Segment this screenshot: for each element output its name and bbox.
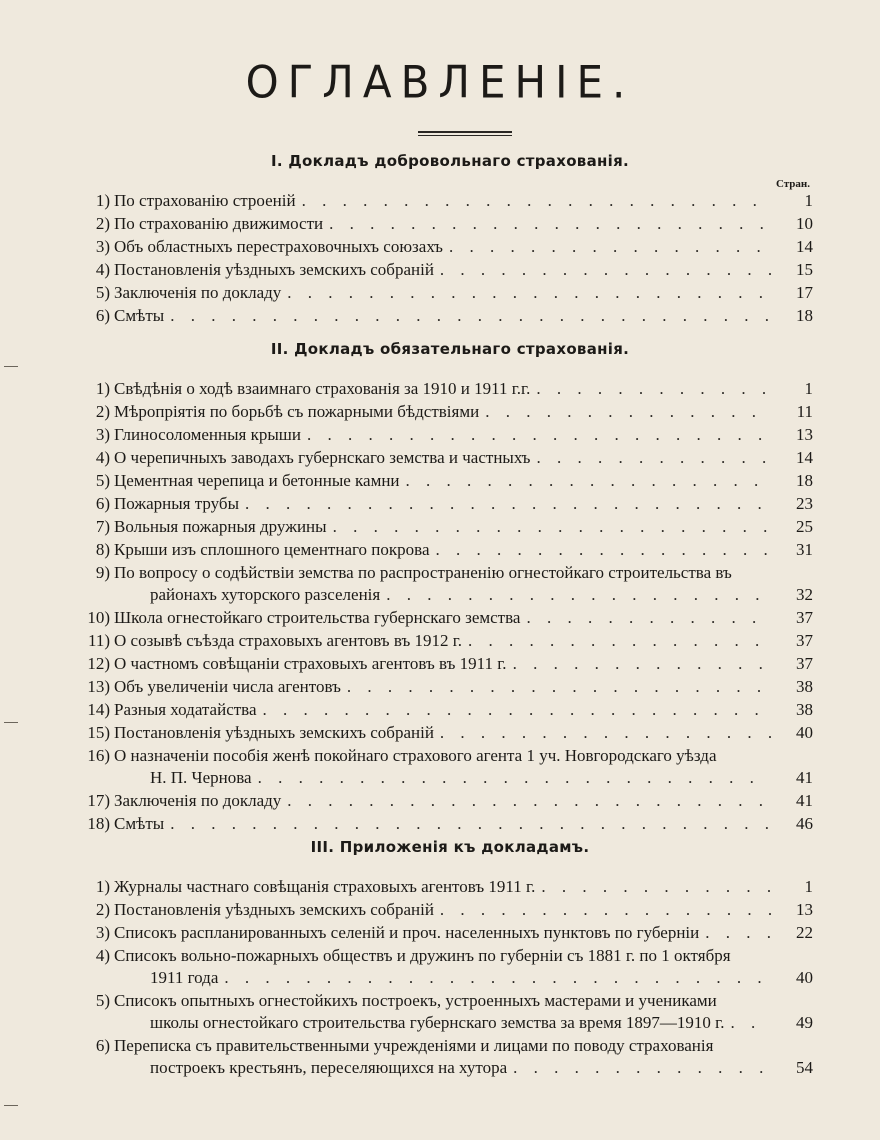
entry-page-number: 37 xyxy=(796,631,813,650)
toc-entry xyxy=(80,304,813,326)
entry-title: Объ областныхъ перестраховочныхъ союзахъ xyxy=(114,237,443,256)
entry-number: 5) xyxy=(95,283,110,302)
entry-page-number: 37 xyxy=(796,654,813,673)
toc-entry xyxy=(80,423,813,445)
entry-page-number: 1 xyxy=(804,191,813,210)
toc-entry xyxy=(80,469,813,491)
toc-entry xyxy=(80,675,813,697)
entry-page-number: 18 xyxy=(796,306,813,325)
entry-title: Смѣты xyxy=(114,814,165,833)
toc-entry xyxy=(80,281,813,303)
entry-title: О назначеніи пособія женѣ покойнаго страхового агента 1 уч. Новгородскаго уѣзда xyxy=(114,746,717,765)
entry-page-number: 54 xyxy=(796,1058,813,1077)
toc-entry xyxy=(80,921,813,943)
entry-title: Крыши изъ сплошного цементнаго покрова xyxy=(114,540,430,559)
dot-leader xyxy=(485,400,771,423)
entry-title: Заключенія по докладу xyxy=(114,283,282,302)
dot-leader xyxy=(307,423,771,446)
toc-entry xyxy=(80,698,813,720)
entry-page-number: 41 xyxy=(796,768,813,787)
dot-leader xyxy=(329,212,771,235)
entry-number: 13) xyxy=(87,677,110,696)
entry-title: О черепичныхъ заводахъ губернскаго земства и частныхъ xyxy=(114,448,531,467)
dot-leader xyxy=(536,446,771,469)
entry-page-number: 11 xyxy=(796,402,813,421)
margin-mark xyxy=(4,722,18,723)
entry-title: построекъ крестьянъ, переселяющихся на хутора xyxy=(150,1058,508,1077)
title-rule xyxy=(418,131,512,133)
entry-title: Цементная черепица и бетонные камни xyxy=(114,471,400,490)
entry-title: По страхованію движимости xyxy=(114,214,324,233)
entry-page-number: 1 xyxy=(804,877,813,896)
entry-page-number: 15 xyxy=(796,260,813,279)
entry-number: 15) xyxy=(87,723,110,742)
entry-title: Н. П. Чернова xyxy=(150,768,252,787)
entry-title: О созывѣ съѣзда страховыхъ агентовъ въ 1912 г. xyxy=(114,631,463,650)
entry-title: Объ увеличеніи числа агентовъ xyxy=(114,677,341,696)
entry-page-number: 1 xyxy=(804,379,813,398)
dot-leader xyxy=(386,583,771,606)
entry-page-number: 40 xyxy=(796,723,813,742)
dot-leader xyxy=(287,789,771,812)
entry-number: 7) xyxy=(95,517,110,536)
dot-leader xyxy=(436,538,772,561)
dot-leader xyxy=(347,675,771,698)
entry-title: 1911 года xyxy=(150,968,219,987)
dot-leader xyxy=(705,921,771,944)
toc-entry xyxy=(80,812,813,834)
entry-page-number: 13 xyxy=(796,425,813,444)
entry-page-number: 10 xyxy=(796,214,813,233)
toc-entry xyxy=(80,492,813,514)
dot-leader xyxy=(406,469,771,492)
entry-number: 4) xyxy=(95,448,110,467)
entry-title: районахъ хуторского разселенія xyxy=(150,585,381,604)
entry-title: Пожарныя трубы xyxy=(114,494,239,513)
entry-page-number: 32 xyxy=(796,585,813,604)
toc-entry xyxy=(80,989,813,1033)
entry-number: 9) xyxy=(95,563,110,582)
toc-entry xyxy=(80,721,813,743)
toc-entry xyxy=(80,400,813,422)
entry-page-number: 40 xyxy=(796,968,813,987)
entry-number: 6) xyxy=(95,1036,110,1055)
dot-leader xyxy=(730,1011,771,1034)
entry-title: Списокъ опытныхъ огнестойкихъ построекъ, устроенныхъ мастерами и учениками xyxy=(114,991,717,1010)
entry-page-number: 14 xyxy=(796,237,813,256)
entry-title: Свѣдѣнія о ходѣ взаимнаго страхованія за 1910 и 1911 г.г. xyxy=(114,379,531,398)
entry-number: 2) xyxy=(95,214,110,233)
entry-number: 10) xyxy=(87,608,110,627)
toc-entry xyxy=(80,789,813,811)
entry-title: Заключенія по докладу xyxy=(114,791,282,810)
entry-number: 1) xyxy=(95,877,110,896)
dot-leader xyxy=(541,875,771,898)
dot-leader xyxy=(245,492,771,515)
toc-entry xyxy=(80,898,813,920)
dot-leader xyxy=(287,281,771,304)
entry-page-number: 38 xyxy=(796,700,813,719)
dot-leader xyxy=(440,721,771,744)
entry-title: Смѣты xyxy=(114,306,165,325)
dot-leader xyxy=(302,189,771,212)
toc-entry xyxy=(80,1034,813,1078)
dot-leader xyxy=(449,235,771,258)
entry-title: Постановленія уѣздныхъ земскихъ собраній xyxy=(114,723,434,742)
entry-number: 18) xyxy=(87,814,110,833)
entry-title: О частномъ совѣщаніи страховыхъ агентовъ въ 1911 г. xyxy=(114,654,507,673)
section-heading: III. Приложенія къ докладамъ. xyxy=(310,838,590,856)
dot-leader xyxy=(170,812,771,835)
entry-page-number: 25 xyxy=(796,517,813,536)
entry-title: Списокъ распланированныхъ селеній и проч. населенныхъ пунктовъ по губерніи xyxy=(114,923,700,942)
toc-entry xyxy=(80,538,813,560)
toc-entry xyxy=(80,629,813,651)
pages-column-label: Стран. xyxy=(775,178,810,190)
toc-entry xyxy=(80,515,813,537)
dot-leader xyxy=(440,258,771,281)
entry-title: Школа огнестойкаго строительства губернскаго земства xyxy=(114,608,521,627)
entry-number: 5) xyxy=(95,471,110,490)
dot-leader xyxy=(333,515,771,538)
section-heading: II. Докладъ обязательнаго страхованія. xyxy=(270,340,630,358)
entry-page-number: 22 xyxy=(796,923,813,942)
toc-entry xyxy=(80,561,813,605)
toc-entry xyxy=(80,875,813,897)
dot-leader xyxy=(526,606,771,629)
toc-entry xyxy=(80,744,813,788)
dot-leader xyxy=(170,304,771,327)
entry-number: 3) xyxy=(95,425,110,444)
entry-title: Разныя ходатайства xyxy=(114,700,257,719)
entry-title: По страхованію строеній xyxy=(114,191,296,210)
entry-title: По вопросу о содѣйствіи земства по распространенію огнестойкаго строительства въ xyxy=(114,563,732,582)
entry-number: 6) xyxy=(95,494,110,513)
section-heading: I. Докладъ добровольнаго страхованія. xyxy=(270,152,630,170)
entry-title: Журналы частнаго совѣщанія страховыхъ агентовъ 1911 г. xyxy=(114,877,536,896)
entry-title: Постановленія уѣздныхъ земскихъ собраній xyxy=(114,260,434,279)
entry-number: 14) xyxy=(87,700,110,719)
toc-entry xyxy=(80,258,813,280)
entry-title: Вольныя пожарныя дружины xyxy=(114,517,327,536)
title-rule-thin xyxy=(418,135,512,136)
entry-number: 2) xyxy=(95,402,110,421)
entry-number: 5) xyxy=(95,991,110,1010)
entry-page-number: 18 xyxy=(796,471,813,490)
entry-page-number: 41 xyxy=(796,791,813,810)
margin-mark xyxy=(4,1105,18,1106)
dot-leader xyxy=(513,652,771,675)
entry-number: 1) xyxy=(95,191,110,210)
dot-leader xyxy=(258,766,771,789)
entry-title: Списокъ вольно-пожарныхъ обществъ и дружинъ по губерніи съ 1881 г. по 1 октября xyxy=(114,946,731,965)
entry-number: 17) xyxy=(87,791,110,810)
toc-entry xyxy=(80,189,813,211)
entry-page-number: 49 xyxy=(796,1013,813,1032)
entry-title: Переписка съ правительственными учрежденіями и лицами по поводу страхованія xyxy=(114,1036,714,1055)
entry-page-number: 38 xyxy=(796,677,813,696)
entry-number: 1) xyxy=(95,379,110,398)
entry-title: школы огнестойкаго строительства губернскаго земства за время 1897—1910 г. xyxy=(150,1013,725,1032)
dot-leader xyxy=(440,898,771,921)
entry-number: 3) xyxy=(95,237,110,256)
entry-page-number: 23 xyxy=(796,494,813,513)
entry-page-number: 31 xyxy=(796,540,813,559)
entry-number: 16) xyxy=(87,746,110,765)
dot-leader xyxy=(513,1056,771,1079)
toc-entry xyxy=(80,377,813,399)
entry-number: 12) xyxy=(87,654,110,673)
toc-entry xyxy=(80,944,813,988)
toc-entry xyxy=(80,212,813,234)
entry-number: 6) xyxy=(95,306,110,325)
entry-title: Мѣропріятія по борьбѣ съ пожарными бѣдствіями xyxy=(114,402,480,421)
dot-leader xyxy=(536,377,771,400)
toc-entry xyxy=(80,606,813,628)
entry-page-number: 14 xyxy=(796,448,813,467)
entry-page-number: 13 xyxy=(796,900,813,919)
toc-entry xyxy=(80,652,813,674)
page-title: ОГЛАВЛЕНІЕ. xyxy=(245,56,635,109)
dot-leader xyxy=(263,698,771,721)
margin-mark xyxy=(4,366,18,367)
toc-entry xyxy=(80,235,813,257)
entry-number: 4) xyxy=(95,946,110,965)
entry-number: 2) xyxy=(95,900,110,919)
entry-title: Глиносоломенныя крыши xyxy=(114,425,301,444)
entry-title: Постановленія уѣздныхъ земскихъ собраній xyxy=(114,900,434,919)
dot-leader xyxy=(468,629,771,652)
entry-number: 4) xyxy=(95,260,110,279)
entry-number: 8) xyxy=(95,540,110,559)
entry-page-number: 46 xyxy=(796,814,813,833)
entry-number: 11) xyxy=(87,631,110,650)
entry-page-number: 17 xyxy=(796,283,813,302)
entry-number: 3) xyxy=(95,923,110,942)
entry-page-number: 37 xyxy=(796,608,813,627)
dot-leader xyxy=(224,966,771,989)
toc-entry xyxy=(80,446,813,468)
